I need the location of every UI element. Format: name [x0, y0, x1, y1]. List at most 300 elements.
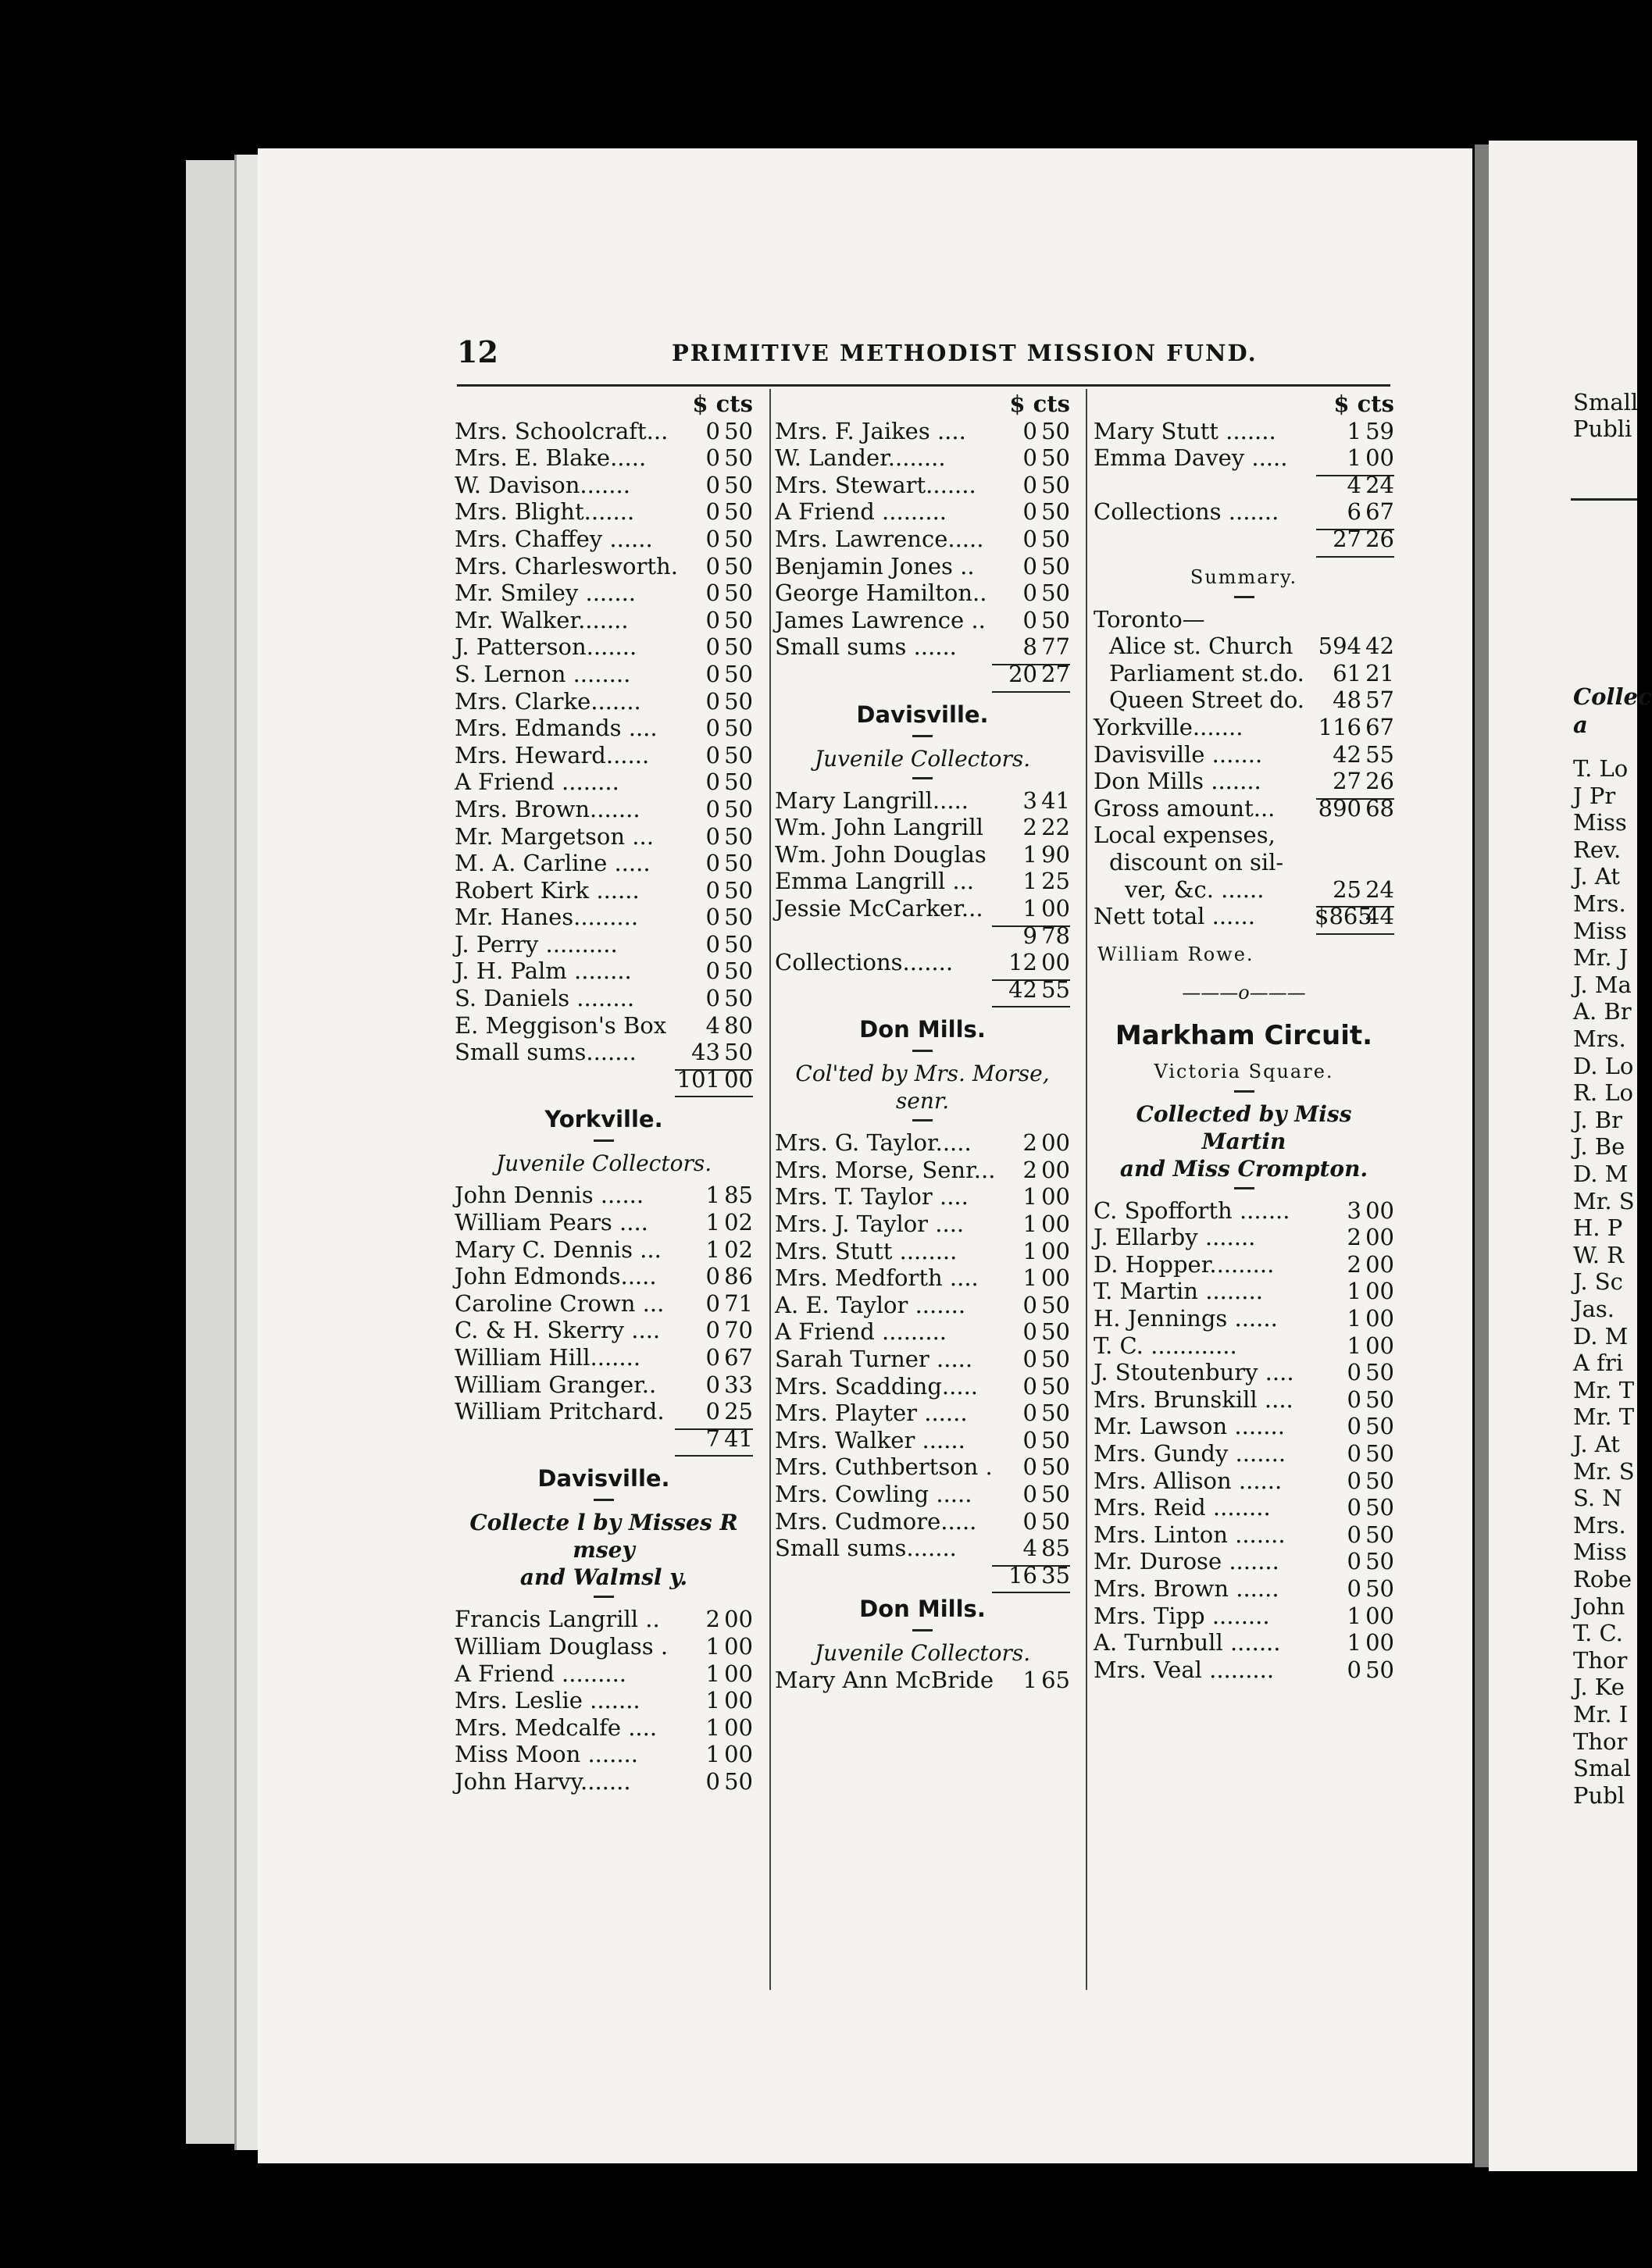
total-amount: [775, 1562, 1070, 1589]
entry-row: [1094, 1413, 1394, 1440]
entry-name: Mrs. Charlesworth.: [455, 552, 678, 579]
summary-group-label: Toronto—: [1094, 605, 1205, 633]
signature: William Rowe.: [1097, 943, 1254, 965]
entry-row: [1094, 444, 1394, 472]
entry-dollars: 1: [705, 1209, 720, 1236]
donor-list: [455, 418, 753, 1066]
entry-name: Mrs. Brown ......: [1094, 1575, 1279, 1602]
entry-dollars: 0: [705, 715, 720, 742]
entry-cents: 50: [1041, 1400, 1070, 1427]
facing-page-rule: [1571, 498, 1637, 501]
entry-row: [1094, 1251, 1394, 1278]
total-rule: [455, 1093, 753, 1100]
nett-total-row: [1094, 903, 1394, 930]
entry-name: E. Meggison's Box: [455, 1011, 667, 1039]
entry-row: [1094, 1467, 1394, 1495]
entry-cents: 50: [724, 904, 753, 931]
entry-row: [775, 633, 1070, 661]
entry-dollars: 0: [1347, 1494, 1361, 1521]
entry-row: [455, 985, 753, 1012]
entry-dollars: 2: [1347, 1224, 1361, 1251]
entry-dollars: 0: [705, 741, 720, 768]
facing-page-line: Rev.: [1573, 836, 1622, 863]
entry-row: [455, 1633, 753, 1660]
entry-cents: 22: [1041, 814, 1070, 841]
entry-row: [455, 715, 753, 742]
entry-dollars: 1: [705, 1713, 720, 1741]
entry-row: [775, 526, 1070, 553]
entry-name: Robert Kirk ......: [455, 876, 640, 904]
entry-dollars: 1: [1022, 840, 1037, 868]
column-2: [775, 390, 1070, 1694]
page-number: 12: [457, 334, 498, 369]
entry-row: [775, 1535, 1070, 1562]
entry-cents: 00: [1365, 444, 1394, 472]
total-amount: [1094, 526, 1394, 553]
local-expenses-label: discount on sil-: [1109, 848, 1284, 875]
entry-cents: 50: [724, 417, 753, 444]
entry-row: [1094, 660, 1394, 687]
entry-name: John Harvy.......: [455, 1767, 631, 1795]
entry-cents: 00: [1041, 1183, 1070, 1211]
entry-cents: 50: [724, 444, 753, 472]
entry-name: Alice st. Church: [1109, 633, 1293, 660]
summary-line: [1094, 903, 1394, 930]
entry-cents: 00: [1041, 1237, 1070, 1264]
entry-cents: 50: [1041, 1507, 1070, 1535]
entry-cents: 42: [1365, 633, 1394, 660]
entry-name: Benjamin Jones ..: [775, 552, 975, 579]
total-row: [775, 976, 1070, 1004]
facing-page-line: Collec: [1573, 683, 1652, 710]
entry-name: Mary Stutt .......: [1094, 417, 1276, 444]
entry-name: J. Stoutenbury ....: [1094, 1359, 1294, 1386]
facing-page-line: Small: [1573, 389, 1639, 415]
entry-cents: 50: [1365, 1521, 1394, 1548]
entry-dollars: 48: [1333, 686, 1361, 714]
book-gutter: [1475, 144, 1489, 2167]
section-heading: Don Mills.: [859, 1016, 986, 1043]
entry-dollars: 0: [1347, 1521, 1361, 1548]
dash-rule: [912, 777, 933, 787]
total-cents: 41: [724, 1425, 753, 1452]
facing-page-line: Mrs.: [1573, 1025, 1626, 1052]
entry-row: [1094, 1440, 1394, 1467]
facing-page-fragment: [1489, 141, 1652, 2171]
entry-dollars: 1: [705, 1182, 720, 1209]
section-subheading: Collecte l by Misses R msey: [469, 1510, 738, 1564]
entry-name: Mrs. Gundy .......: [1094, 1440, 1286, 1467]
facing-page-line: J. At: [1573, 863, 1620, 890]
entry-dollars: 1: [1347, 417, 1361, 444]
dash-rule: [594, 1499, 614, 1509]
total-dollars: 16: [1008, 1561, 1037, 1589]
total-rule: [775, 1589, 1070, 1596]
total-row: [775, 1562, 1070, 1589]
entry-row: [455, 1687, 753, 1714]
entry-row: [775, 579, 1070, 607]
entry-name: Mrs. Stewart.......: [775, 471, 976, 498]
entry-cents: 50: [724, 471, 753, 498]
entry-name: Mr. Hanes.........: [455, 904, 639, 931]
entry-name: Don Mills .......: [1094, 768, 1261, 795]
entry-dollars: 0: [705, 876, 720, 904]
entry-dollars: 0: [705, 822, 720, 850]
entry-name: Mary C. Dennis ...: [455, 1236, 662, 1263]
facing-page-line: A. Br: [1573, 998, 1632, 1025]
entry-cents: 00: [1365, 1224, 1394, 1251]
entry-row: [455, 418, 753, 445]
entry-cents: 55: [1365, 740, 1394, 768]
entry-cents: 00: [1041, 949, 1070, 976]
entry-dollars: 0: [1022, 471, 1037, 498]
entry-row: [1094, 1278, 1394, 1305]
entry-row: [775, 841, 1070, 868]
entry-cents: 50: [724, 660, 753, 687]
entry-row: [455, 1039, 753, 1066]
facing-page-line: H. P: [1573, 1214, 1623, 1242]
entry-name: Mrs. Chaffey ......: [455, 525, 653, 552]
entry-cents: 50: [724, 498, 753, 526]
entry-name: Nett total ......: [1094, 903, 1255, 930]
entry-cents: 50: [724, 1039, 753, 1066]
entry-row: [1094, 1359, 1394, 1386]
entry-row: [775, 1264, 1070, 1292]
entry-dollars: 3: [1347, 1196, 1361, 1224]
donor-list: [775, 1129, 1070, 1562]
entry-cents: 00: [1365, 1629, 1394, 1656]
entry-dollars: 0: [1347, 1385, 1361, 1413]
entry-row: [455, 742, 753, 769]
entry-dollars: 1: [1347, 444, 1361, 472]
entry-cents: 70: [724, 1317, 753, 1344]
entry-dollars: 0: [1022, 1346, 1037, 1373]
section-heading: Yorkville.: [544, 1106, 663, 1133]
entry-dollars: 0: [705, 930, 720, 957]
dash-rule: [912, 735, 933, 745]
entry-cents: 50: [1041, 444, 1070, 472]
entry-cents: 26: [1365, 768, 1394, 795]
entry-row: [1094, 1386, 1394, 1414]
entry-dollars: 1: [705, 1632, 720, 1660]
entry-name: M. A. Carline .....: [455, 850, 651, 877]
entry-name: William Granger..: [455, 1371, 657, 1398]
entry-cents: 50: [724, 687, 753, 715]
total-amount: [1094, 472, 1394, 499]
entry-dollars: 1: [1347, 1602, 1361, 1629]
donor-list: [1094, 418, 1394, 472]
entry-cents: 21: [1365, 659, 1394, 686]
entry-cents: 00: [1365, 1332, 1394, 1359]
entry-row: [775, 1400, 1070, 1427]
entry-cents: 50: [1365, 1656, 1394, 1683]
entry-name: Jessie McCarker...: [775, 894, 983, 922]
total-cents: 26: [1365, 525, 1394, 552]
entry-cents: 50: [1365, 1359, 1394, 1386]
entry-cents: 00: [724, 1660, 753, 1687]
entry-row: [455, 1371, 753, 1399]
entry-dollars: 594: [1318, 633, 1361, 660]
entry-name: Mrs. Blight.......: [455, 498, 635, 526]
entry-dollars: 0: [705, 1371, 720, 1398]
entry-name: Collections.......: [775, 949, 954, 976]
entry-dollars: 0: [1022, 606, 1037, 633]
entry-row: [775, 1346, 1070, 1373]
entry-name: Mr. Walker.......: [455, 606, 629, 633]
total-row: [455, 1066, 753, 1093]
entry-cents: 44: [1365, 903, 1394, 930]
entry-dollars: 61: [1333, 659, 1361, 686]
entry-name: Mrs. Allison ......: [1094, 1467, 1283, 1494]
section-subheading: Col'ted by Mrs. Morse, senr.: [795, 1061, 1050, 1114]
total-row: [455, 1425, 753, 1453]
entry-cents: 80: [724, 1011, 753, 1039]
column-1: [455, 390, 753, 1796]
entry-dollars: 0: [705, 1767, 720, 1795]
facing-page-line: Miss: [1573, 809, 1627, 836]
entry-dollars: 0: [705, 985, 720, 1012]
entry-cents: 50: [1041, 498, 1070, 526]
entry-row: [455, 823, 753, 850]
entry-cents: 86: [724, 1263, 753, 1290]
entry-name: John Edmonds.....: [455, 1263, 657, 1290]
entry-row: [1094, 768, 1394, 795]
entry-dollars: 0: [705, 687, 720, 715]
dash-rule: [1234, 1187, 1254, 1197]
summary-list: [1094, 714, 1394, 795]
entry-cents: 50: [724, 741, 753, 768]
entry-row: [455, 633, 753, 661]
dash-rule: [912, 1629, 933, 1639]
entry-cents: 50: [724, 850, 753, 877]
entry-name: Mrs. Cuthbertson .: [775, 1453, 993, 1481]
section-subheading: Juvenile Collectors.: [814, 1640, 1031, 1667]
entry-row: [775, 553, 1070, 580]
entry-row: [455, 472, 753, 499]
entry-name: Wm. John Langrill: [775, 814, 983, 841]
entry-cents: 00: [724, 1632, 753, 1660]
entry-row: [455, 1236, 753, 1264]
entry-row: [1094, 741, 1394, 768]
total-cents: 27: [1041, 660, 1070, 687]
entry-dollars: 0: [705, 904, 720, 931]
entry-row: [775, 1183, 1070, 1211]
entry-name: Queen Street do.: [1109, 686, 1304, 714]
entry-cents: 00: [724, 1606, 753, 1633]
summary-heading: Summary.: [1190, 565, 1298, 588]
total-cents: 55: [1041, 975, 1070, 1003]
entry-cents: 50: [1041, 1481, 1070, 1507]
total-row: [775, 661, 1070, 688]
entry-dollars: 0: [705, 660, 720, 687]
gross-amount-row: [1094, 795, 1394, 822]
entry-name: T. C. ............: [1094, 1332, 1237, 1359]
entry-cents: 50: [724, 822, 753, 850]
facing-page-line: Mrs.: [1573, 1511, 1626, 1539]
facing-page-line: J. At: [1573, 1431, 1620, 1457]
entry-dollars: 27: [1333, 768, 1361, 795]
facing-page-line: Publ: [1573, 1781, 1625, 1809]
facing-page-line: D. Lo: [1573, 1052, 1634, 1079]
entry-name: Yorkville.......: [1094, 713, 1243, 740]
entry-dollars: 1: [1022, 1183, 1037, 1211]
page-edge: [234, 155, 260, 2150]
facing-page-line: Robe: [1573, 1566, 1632, 1592]
entry-row: [455, 1398, 753, 1425]
entry-name: Mrs. Leslie .......: [455, 1687, 640, 1714]
entry-cents: 50: [724, 795, 753, 822]
entry-dollars: 1: [1022, 1667, 1037, 1694]
summary-list: [1094, 633, 1394, 714]
entry-cents: 68: [1365, 794, 1394, 822]
entry-cents: 00: [724, 1687, 753, 1714]
entry-name: Mrs. Linton .......: [1094, 1521, 1286, 1548]
facing-page-line: J. Be: [1573, 1133, 1625, 1161]
entry-cents: 50: [724, 579, 753, 607]
entry-cents: 67: [724, 1344, 753, 1371]
entry-row: [455, 607, 753, 634]
total-dollars: 101: [676, 1065, 720, 1093]
entry-cents: 50: [1365, 1467, 1394, 1494]
subtotal-row: [1094, 472, 1394, 499]
entry-row: [455, 579, 753, 607]
entry-name: Mrs. Lawrence.....: [775, 525, 984, 552]
entry-name: Mrs. Tipp ........: [1094, 1602, 1270, 1629]
entry-dollars: 1: [1022, 1264, 1037, 1292]
total-rule: [1094, 930, 1394, 938]
entry-name: William Pears ....: [455, 1209, 648, 1236]
entry-name: Caroline Crown ...: [455, 1289, 665, 1317]
entry-dollars: 1: [1022, 1211, 1037, 1238]
column-3: [1094, 390, 1394, 1683]
entry-dollars: 0: [705, 606, 720, 633]
entry-row: [775, 1453, 1070, 1481]
entry-name: Emma Davey .....: [1094, 444, 1288, 472]
entry-cents: 02: [724, 1236, 753, 1263]
entry-cents: 50: [724, 957, 753, 985]
entry-row: [775, 1667, 1070, 1694]
entry-name: D. Hopper.........: [1094, 1250, 1275, 1278]
entry-dollars: 890: [1318, 794, 1361, 822]
entry-cents: 50: [1365, 1494, 1394, 1521]
column-divider: [1086, 389, 1087, 1990]
entry-cents: 90: [1041, 840, 1070, 868]
entry-name: Mrs. Morse, Senr...: [775, 1156, 996, 1183]
entry-name: Mr. Lawson .......: [1094, 1413, 1285, 1440]
entry-dollars: 1: [1347, 1278, 1361, 1305]
donor-list: [775, 418, 1070, 661]
entry-row: [775, 814, 1070, 841]
entry-dollars: 0: [1347, 1440, 1361, 1467]
total-rule: [775, 688, 1070, 696]
entry-row: [775, 895, 1070, 922]
entry-cents: 67: [1365, 498, 1394, 526]
local-expenses-row: [1094, 876, 1394, 904]
currency-header: $ cts: [1009, 390, 1070, 417]
entry-dollars: 0: [705, 417, 720, 444]
entry-row: [455, 850, 753, 877]
entry-cents: 57: [1365, 686, 1394, 714]
entry-row: [775, 1508, 1070, 1535]
entry-row: [775, 868, 1070, 895]
entry-name: J. Ellarby .......: [1094, 1224, 1256, 1251]
entry-name: Parliament st.do.: [1109, 659, 1304, 686]
entry-name: Small sums.......: [455, 1039, 637, 1066]
total-cents: 24: [1365, 471, 1394, 498]
facing-page-line: Miss: [1573, 1539, 1627, 1566]
entry-dollars: 0: [1022, 1426, 1037, 1453]
entry-name: A Friend .........: [775, 1318, 947, 1346]
entry-row: [775, 472, 1070, 499]
entry-row: [455, 1714, 753, 1742]
entry-cents: 85: [724, 1182, 753, 1209]
place-heading: Victoria Square.: [1154, 1060, 1334, 1082]
entry-name: A. Turnbull .......: [1094, 1629, 1281, 1656]
entry-dollars: 0: [705, 552, 720, 579]
entry-row: [455, 1209, 753, 1236]
total-dollars: 7: [705, 1425, 720, 1452]
total-amount: [775, 922, 1070, 950]
entry-name: William Pritchard.: [455, 1398, 665, 1425]
entry-name: William Douglass .: [455, 1632, 669, 1660]
dash-rule: [594, 1139, 614, 1150]
entry-dollars: 2: [1347, 1250, 1361, 1278]
entry-dollars: 0: [705, 1317, 720, 1344]
entry-dollars: 12: [1008, 949, 1037, 976]
total-amount: [455, 1425, 753, 1453]
section-subheading: Collected by Miss Martin: [1136, 1100, 1352, 1154]
entry-dollars: 4: [705, 1011, 720, 1039]
entry-cents: 50: [1041, 1372, 1070, 1400]
entry-cents: 85: [1041, 1535, 1070, 1562]
entry-cents: 50: [1041, 471, 1070, 498]
facing-page-line: Mr. S: [1573, 1187, 1635, 1214]
dash-rule: [912, 1119, 933, 1129]
entry-cents: 00: [1041, 1211, 1070, 1238]
entry-name: Mrs. Brown.......: [455, 795, 640, 822]
entry-name: Mr. Margetson ...: [455, 822, 654, 850]
facing-page-line: T. C.: [1573, 1620, 1623, 1647]
entry-dollars: 0: [1022, 1481, 1037, 1507]
section-subheading: and Miss Crompton.: [1119, 1155, 1368, 1182]
entry-row: [775, 1157, 1070, 1184]
entry-name: Sarah Turner .....: [775, 1346, 973, 1373]
entry-row: [775, 1211, 1070, 1238]
entry-row: [1094, 1656, 1394, 1684]
entry-cents: 50: [724, 715, 753, 742]
entry-row: [775, 1481, 1070, 1508]
entry-name: H. Jennings ......: [1094, 1305, 1278, 1332]
entry-row: [455, 877, 753, 904]
entry-name: Mrs. Clarke.......: [455, 687, 641, 715]
entry-cents: 24: [1365, 875, 1394, 903]
total-rule: [1094, 553, 1394, 561]
entry-name: William Hill.......: [455, 1344, 641, 1371]
entry-row: [1094, 633, 1394, 660]
entry-row: [775, 1129, 1070, 1157]
entry-cents: 59: [1365, 417, 1394, 444]
entry-cents: 50: [724, 876, 753, 904]
section-subheading: Juvenile Collectors.: [814, 745, 1031, 772]
entry-name: Davisville .......: [1094, 740, 1263, 768]
entry-cents: 67: [1365, 713, 1394, 740]
entry-row: [775, 607, 1070, 634]
facing-page-line: Mr. T: [1573, 1376, 1635, 1403]
entry-cents: 50: [1041, 1426, 1070, 1453]
entry-name: George Hamilton..: [775, 579, 987, 607]
entry-name: Emma Langrill ...: [775, 868, 975, 895]
entry-dollars: 8: [1022, 633, 1037, 661]
